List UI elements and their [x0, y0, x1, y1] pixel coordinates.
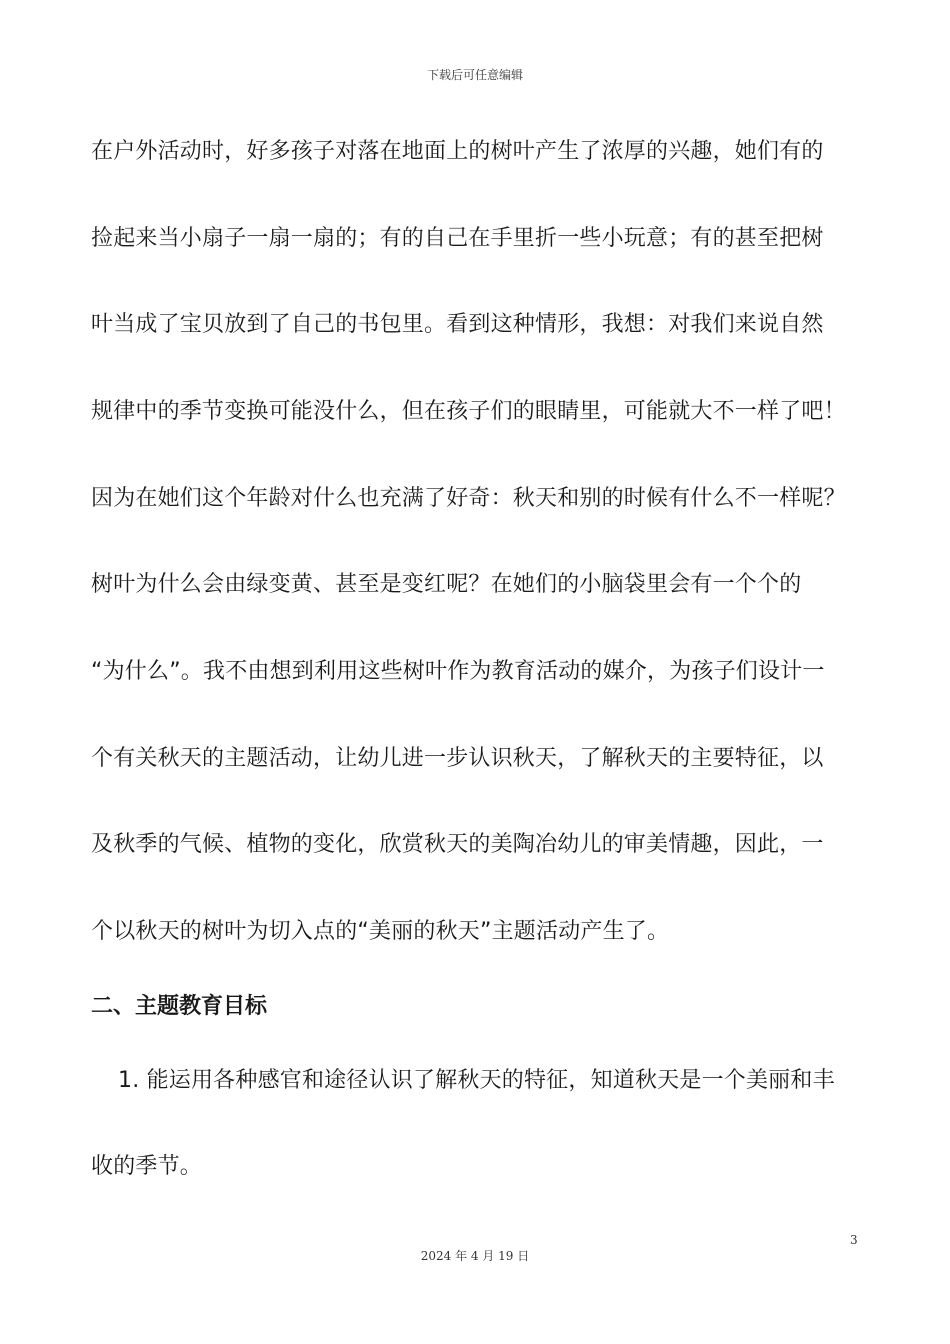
page-header: 下载后可任意编辑 [426, 68, 523, 82]
paragraph-line-4: 规律中的季节变换可能没什么，但在孩子们的眼睛里，可能就大不一样了吧！ [91, 399, 846, 424]
paragraph-line-6: 树叶为什么会由绿变黄、甚至是变红呢？在她们的小脑袋里会有一个个的 [91, 572, 802, 597]
paragraph-line-8: 个有关秋天的主题活动，让幼儿进一步认识秋天，了解秋天的主要特征，以 [91, 746, 824, 771]
section-heading: 二、主题教育目标 [91, 994, 268, 1019]
paragraph-line-9: 及秋季的气候、植物的变化，欣赏秋天的美陶冶幼儿的审美情趣，因此，一 [91, 832, 824, 857]
page-number: 3 [850, 1233, 858, 1247]
goal-line-2: 收的季节。 [91, 1154, 203, 1179]
paragraph-line-7: “为什么”。我不由想到利用这些树叶作为教育活动的媒介，为孩子们设计一 [91, 659, 825, 684]
paragraph-line-1: 在户外活动时，好多孩子对落在地面上的树叶产生了浓厚的兴趣，她们有的 [91, 139, 824, 164]
page-footer-date: 2024 年 4 月 19 日 [420, 1249, 530, 1263]
paragraph-line-10: 个以秋天的树叶为切入点的“美丽的秋天”主题活动产生了。 [91, 919, 670, 944]
paragraph-line-2: 捡起来当小扇子一扇一扇的；有的自己在手里折一些小玩意；有的甚至把树 [91, 226, 824, 251]
paragraph-line-5: 因为在她们这个年龄对什么也充满了好奇：秋天和别的时候有什么不一样呢？ [91, 486, 846, 511]
paragraph-line-3: 叶当成了宝贝放到了自己的书包里。看到这种情形，我想：对我们来说自然 [91, 312, 824, 337]
goal-line-1: 1. 能运用各种感官和途径认识了解秋天的特征，知道秋天是一个美丽和丰 [118, 1068, 835, 1093]
